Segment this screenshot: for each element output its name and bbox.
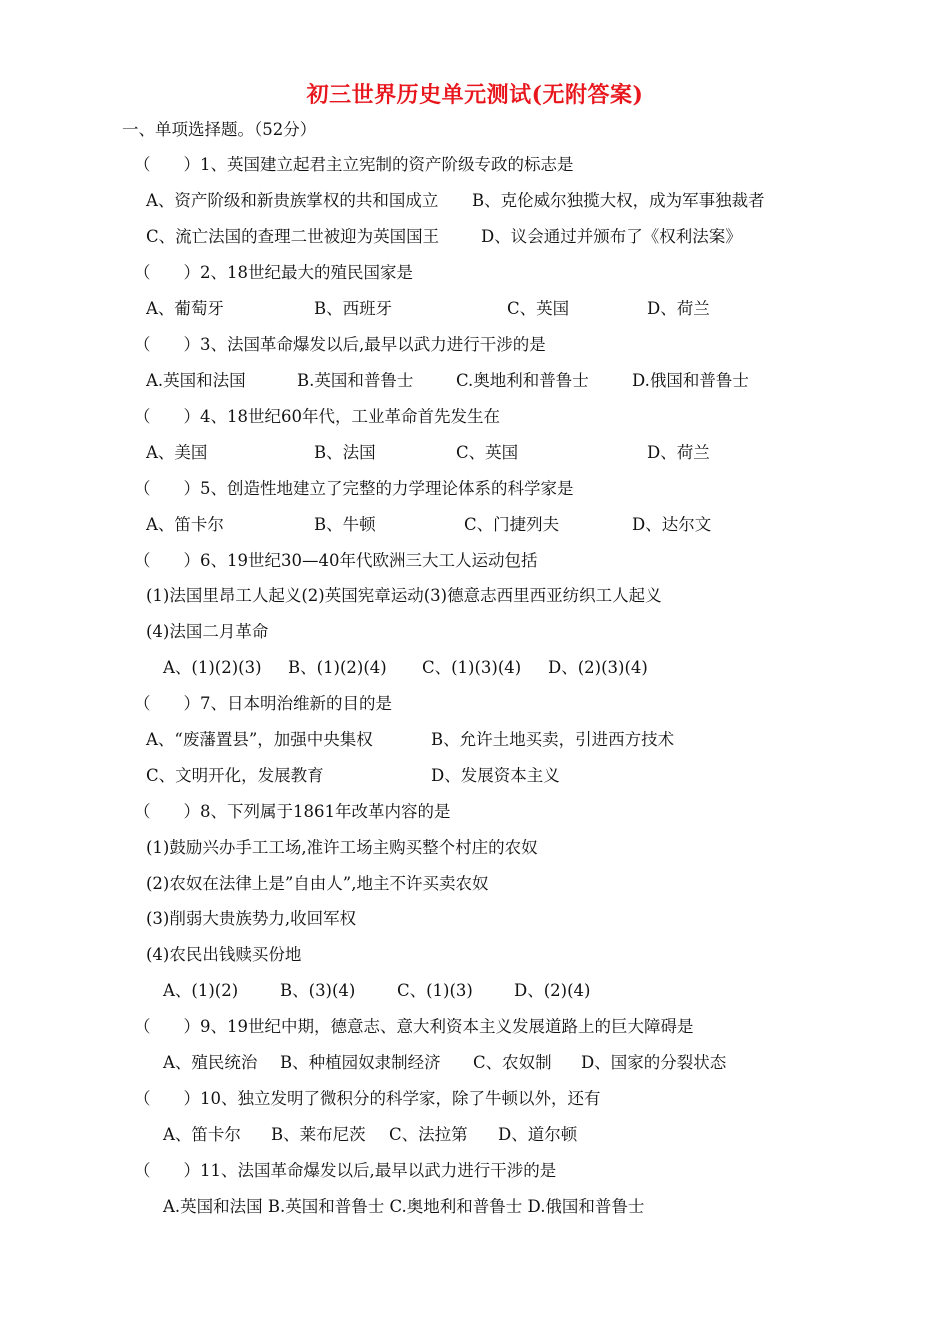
question-4-option-b: B、法国 [314,443,376,462]
question-1-option-b: B、克伦威尔独揽大权，成为军事独裁者 [472,191,765,210]
question-1-option-d: D、议会通过并颁布了《权利法案》 [481,227,742,246]
question-5-option-a: A、笛卡尔 [146,515,224,534]
question-7-stem: （ ）7、日本明治维新的目的是 [134,694,392,713]
question-4-option-d: D、荷兰 [647,443,710,462]
question-6-option-a: A、(1)(2)(3) [163,658,262,677]
question-2-stem: （ ）2、18世纪最大的殖民国家是 [134,263,413,282]
question-11-stem: （ ）11、法国革命爆发以后,最早以武力进行干涉的是 [134,1161,557,1180]
question-9-option-a: A、殖民统治 [163,1053,258,1072]
question-6-option-d: D、(2)(3)(4) [548,658,648,677]
question-2-option-a: A、葡萄牙 [146,299,224,318]
question-6-item-2: (4)法国二月革命 [146,622,269,641]
question-1-option-c: C、流亡法国的查理二世被迎为英国国王 [146,227,440,246]
question-5-option-c: C、门捷列夫 [464,515,560,534]
question-4-option-c: C、英国 [456,443,519,462]
question-8-item-3: (3)削弱大贵族势力,收回军权 [146,909,357,928]
question-1-option-a: A、资产阶级和新贵族掌权的共和国成立 [146,191,439,210]
question-6-stem: （ ）6、19世纪30—40年代欧洲三大工人运动包括 [134,551,538,570]
question-5-option-d: D、达尔文 [632,515,712,534]
question-6-option-c: C、(1)(3)(4) [422,658,522,677]
question-9-stem: （ ）9、19世纪中期，德意志、意大利资本主义发展道路上的巨大障碍是 [134,1017,694,1036]
question-8-option-a: A、(1)(2) [163,981,239,1000]
question-7-option-b: B、允许土地买卖，引进西方技术 [431,730,675,749]
question-3-option-b: B.英国和普鲁士 [297,371,414,390]
question-7-option-d: D、发展资本主义 [431,766,560,785]
question-6-item-1: (1)法国里昂工人起义(2)英国宪章运动(3)德意志西里西亚纺织工人起义 [146,586,662,605]
question-5-stem: （ ）5、创造性地建立了完整的力学理论体系的科学家是 [134,479,574,498]
question-1-stem: （ ）1、英国建立起君主立宪制的资产阶级专政的标志是 [134,155,574,174]
question-8-item-4: (4)农民出钱赎买份地 [146,945,302,964]
question-6-option-b: B、(1)(2)(4) [288,658,387,677]
question-8-stem: （ ）8、下列属于1861年改革内容的是 [134,802,451,821]
question-2-option-b: B、西班牙 [314,299,393,318]
question-4-stem: （ ）4、18世纪60年代，工业革命首先发生在 [134,407,500,426]
question-10-option-c: C、法拉第 [389,1125,468,1144]
question-10-option-a: A、笛卡尔 [163,1125,241,1144]
question-4-option-a: A、美国 [146,443,208,462]
question-9-option-b: B、种植园奴隶制经济 [280,1053,441,1072]
question-2-option-d: D、荷兰 [647,299,710,318]
question-7-option-c: C、文明开化，发展教育 [146,766,324,785]
question-11-options: A.英国和法国 B.英国和普鲁士 C.奥地利和普鲁士 D.俄国和普鲁士 [163,1197,645,1216]
question-10-option-b: B、莱布尼茨 [271,1125,366,1144]
question-7-option-a: A、“废藩置县”，加强中央集权 [146,730,373,749]
question-3-option-c: C.奥地利和普鲁士 [456,371,589,390]
question-3-option-a: A.英国和法国 [146,371,246,390]
question-8-option-c: C、(1)(3) [397,981,473,1000]
question-3-option-d: D.俄国和普鲁士 [632,371,749,390]
question-9-option-c: C、农奴制 [473,1053,552,1072]
page-title: 初三世界历史单元测试(无附答案) [306,82,644,108]
section-heading: 一、单项选择题。（52分） [122,120,317,139]
question-9-option-d: D、国家的分裂状态 [581,1053,727,1072]
question-8-option-d: D、(2)(4) [514,981,591,1000]
question-5-option-b: B、牛顿 [314,515,376,534]
question-8-item-2: (2)农奴在法律上是”自由人”,地主不许买卖农奴 [146,874,489,893]
question-10-stem: （ ）10、独立发明了微积分的科学家，除了牛顿以外，还有 [134,1089,601,1108]
question-10-option-d: D、道尔顿 [498,1125,578,1144]
question-3-stem: （ ）3、法国革命爆发以后,最早以武力进行干涉的是 [134,335,546,354]
question-8-item-1: (1)鼓励兴办手工工场,准许工场主购买整个村庄的农奴 [146,838,538,857]
question-8-option-b: B、(3)(4) [280,981,356,1000]
question-2-option-c: C、英国 [507,299,570,318]
